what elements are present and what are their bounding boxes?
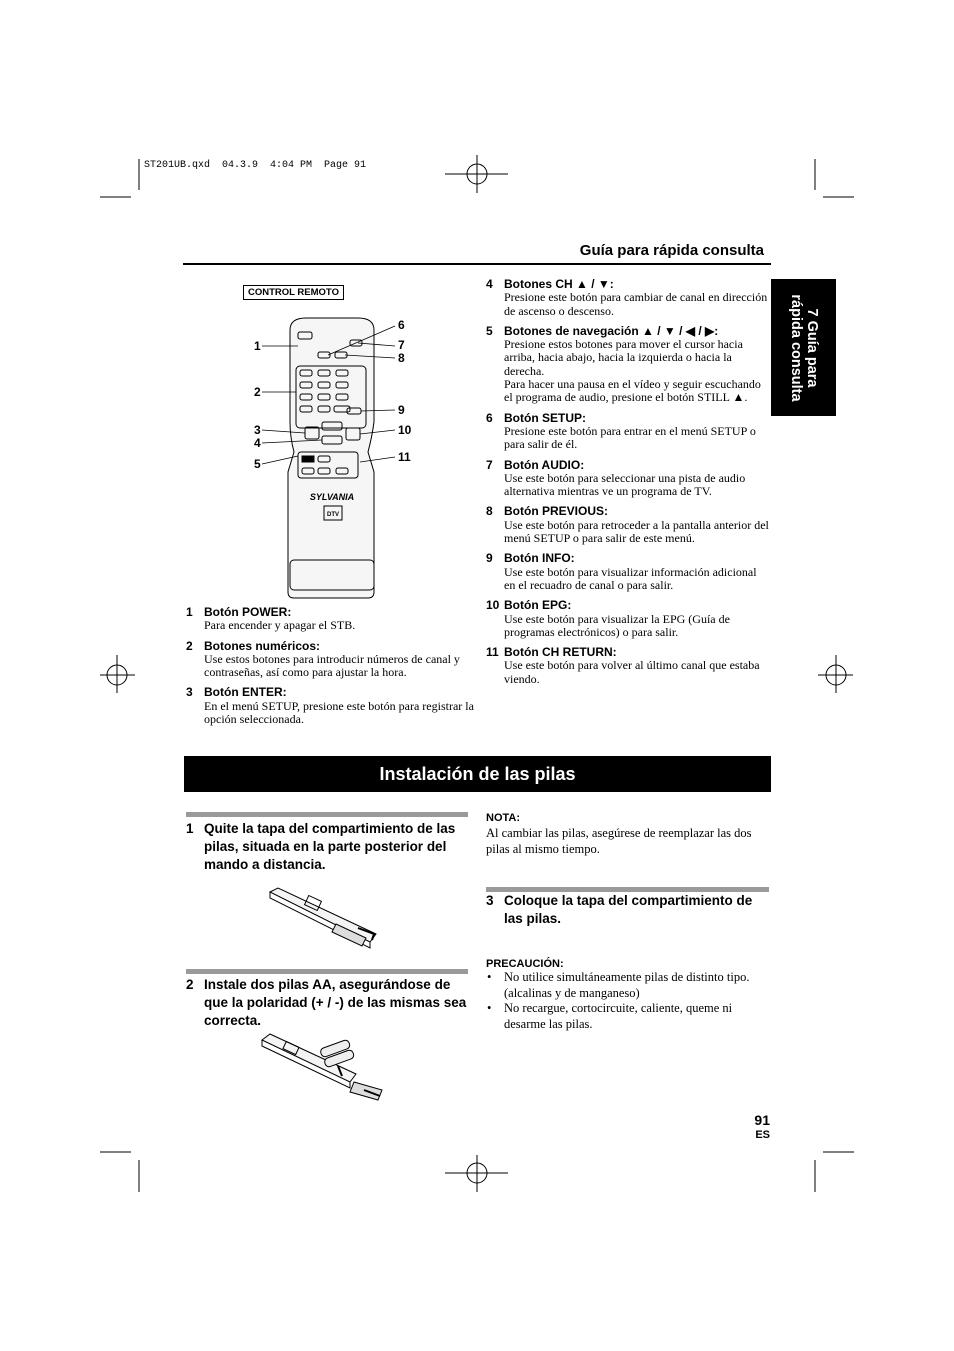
remote-brand: SYLVANIA bbox=[309, 492, 355, 502]
callout-2: 2 bbox=[254, 385, 261, 399]
chapter-tab-line2: rápida consulta bbox=[787, 293, 804, 402]
callout-8: 8 bbox=[398, 351, 405, 365]
page-number: 91 bbox=[754, 1112, 770, 1128]
list-item: 1 Botón POWER: Para encender y apagar el STB. bbox=[186, 605, 356, 633]
section-banner: Instalación de las pilas bbox=[184, 756, 771, 792]
list-item: 8 Botón PREVIOUS: Use este botón para retroceder a la pantalla anterior del menú SETUP o para salir de este menú. bbox=[486, 504, 769, 546]
callout-11: 11 bbox=[398, 450, 411, 464]
step-2: 2 Instale dos pilas AA, asegurándose de que la polaridad (+ / -) de las mismas sea correcta. bbox=[186, 977, 467, 1028]
list-item: 11 Botón CH RETURN: Use este botón para volver al último canal que estaba viendo. bbox=[486, 645, 760, 686]
header-rule bbox=[183, 263, 771, 265]
right-item-list bbox=[486, 278, 770, 693]
list-item: 3 Botón ENTER: En el menú SETUP, presione este botón para registrar la opción seleccionada. bbox=[186, 685, 474, 727]
section-title: Guía para rápida consulta bbox=[579, 242, 764, 259]
note-body: Al cambiar las pilas, asegúrese de reemplazar las dos pilas al mismo tiempo. bbox=[486, 826, 752, 856]
list-item: 4 Botones CH ▲ / ▼: Presione este botón para cambiar de canal en dirección de ascenso o descenso. bbox=[486, 277, 768, 318]
remote-control-illustration bbox=[250, 312, 420, 602]
caution-item: • No utilice simultáneamente pilas de distinto tipo. (alcalinas y de manganeso) bbox=[486, 970, 770, 1001]
chapter-tab bbox=[771, 279, 836, 416]
list-item: 7 Botón AUDIO: Use este botón para seleccionar una pista de audio alternativa mientras ve un programa de TV. bbox=[486, 457, 746, 499]
language-code: ES bbox=[755, 1129, 770, 1141]
caution-heading: PRECAUCIÓN: bbox=[486, 958, 564, 970]
step-3: 3 Coloque la tapa del compartimiento de las pilas. bbox=[486, 893, 753, 926]
callout-5: 5 bbox=[254, 457, 261, 471]
callout-10: 10 bbox=[398, 423, 412, 437]
list-item: 5 Botones de navegación ▲ / ▼ / ◀ / ▶: Presione estos botones para mover el cursor hacia arriba, hacia abajo, hacia la izquierda o hacia la derecha. Para hacer una pausa en el vídeo y seguir escuchando el programa de audio, presione el botón STILL ▲. bbox=[486, 323, 761, 405]
note-heading: NOTA: bbox=[486, 812, 521, 824]
list-item: 6 Botón SETUP: Presione este botón para entrar en el menú SETUP o para salir de él. bbox=[486, 410, 756, 452]
left-item-list bbox=[186, 606, 476, 733]
list-item: 2 Botones numéricos: Use estos botones para introducir números de canal y contraseñas, así como para ajustar la hora. bbox=[186, 638, 460, 680]
remote-label: CONTROL REMOTO bbox=[243, 285, 344, 300]
callout-9: 9 bbox=[398, 403, 405, 417]
remove-cover-illustration bbox=[266, 884, 386, 954]
list-item: 9 Botón INFO: Use este botón para visualizar información adicional en el recuadro de canal o para salir. bbox=[486, 551, 757, 592]
step-1: 1 Quite la tapa del compartimiento de las pilas, situada en la parte posterior del mando a distancia. bbox=[186, 821, 456, 872]
caution-list bbox=[486, 970, 770, 1032]
callout-3: 3 bbox=[254, 423, 261, 437]
remote-badge: DTV bbox=[327, 512, 339, 518]
callout-7: 7 bbox=[398, 338, 405, 352]
step-bar bbox=[186, 812, 468, 817]
step-bar bbox=[186, 969, 468, 974]
file-slug: ST201UB.qxd 04.3.9 4:04 PM Page 91 bbox=[144, 160, 367, 171]
caution-item: • No recargue, cortocircuite, caliente, queme ni desarme las pilas. bbox=[486, 1001, 770, 1032]
list-item: 10 Botón EPG: Use este botón para visualizar la EPG (Guía de programas electrónicos) o para salir. bbox=[486, 598, 730, 639]
callout-1: 1 bbox=[254, 339, 261, 353]
chapter-tab-line1: 7 Guía para bbox=[803, 308, 820, 387]
callout-6: 6 bbox=[398, 318, 405, 332]
insert-batteries-illustration bbox=[256, 1030, 391, 1105]
callout-4: 4 bbox=[254, 436, 261, 450]
